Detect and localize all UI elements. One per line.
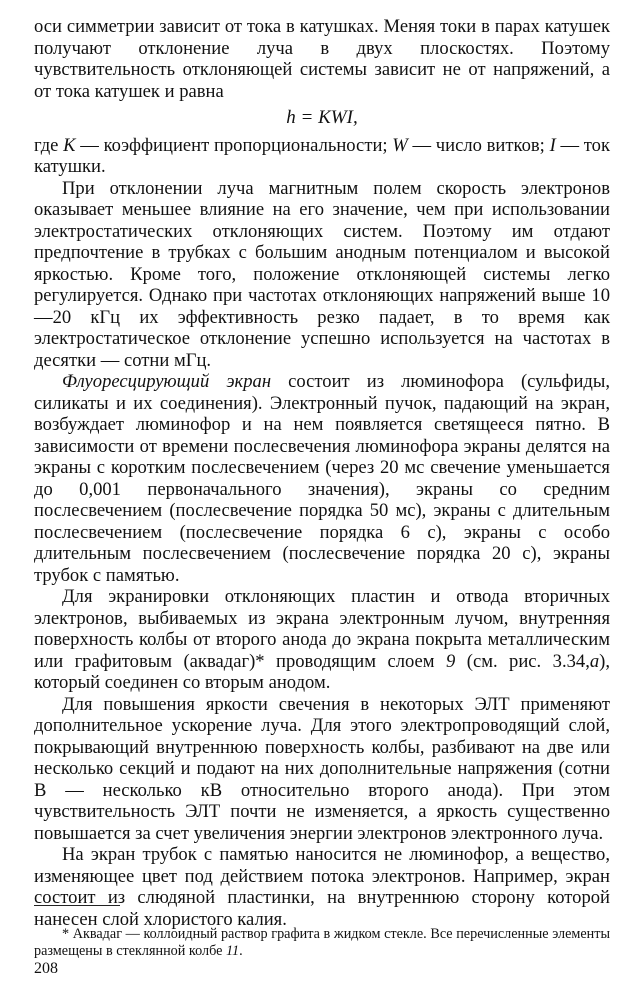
paragraph-2 bbox=[34, 135, 610, 178]
p5-num: 9 bbox=[446, 650, 456, 672]
p5-text-c: ), который соединен со вторым анодом. bbox=[34, 650, 610, 693]
paragraph-7: На экран трубок с памятью наносится не люминофор, а вещество, изменяющее цвет под действием потока электронов. Например, экран состоит из слюдяной пластинки, на внутреннюю сторону которой нанесен слой хлористого калия. bbox=[34, 844, 610, 930]
footnote-text: * Аквадаг — коллоидный раствор графита в жидком стекле. Все перечисленные элементы размещены в стеклянной колбе bbox=[34, 926, 610, 960]
paragraph-1: оси симметрии зависит от тока в катушках. Меняя токи в парах катушек получают отклонение луча в двух плоскостях. Поэтому чувствительность отклоняющей системы зависит не от напряжений, а от тока катушек и равна bbox=[34, 16, 610, 102]
p2-i-text: — ток катушки. bbox=[34, 134, 611, 177]
paragraph-3: При отклонении луча магнитным полем скорость электронов оказывает меньшее влияние на его значение, чем при использовании электростатических отклоняющих систем. Поэтому им отдают предпочтение в трубках с большим анодным потенциалом и высокой яркостью. Кроме того, положение отклоняющей системы легко регулируется. Однако при частотах отклоняющих напряжений выше 10—20 кГц их эффективность резко падает, в то время как электростатическое отклонение успешно используется на частотах в десятки — сотни мГц. bbox=[34, 177, 610, 371]
footnote-divider bbox=[34, 905, 120, 906]
paragraph-4 bbox=[34, 371, 610, 586]
p5-letter: a bbox=[589, 650, 600, 672]
p2-lead: где bbox=[34, 134, 64, 156]
p2-w-text: — число витков; bbox=[407, 134, 550, 156]
footnote-num: 11 bbox=[225, 943, 240, 960]
paragraph-5 bbox=[34, 586, 610, 694]
body-text bbox=[34, 16, 610, 930]
p5-text-a: Для экранировки отклоняющих пластин и отвода вторичных электронов, выбиваемых из экрана электронным лучом, внутренняя поверхность колбы от второго анода до экрана покрыта металлическим или графитовым (аквадаг)* проводящим слоем bbox=[34, 586, 610, 672]
p4-text: состоит из люминофора (сульфиды, силикаты и их соединения). Электронный пучок, падающий на экран, возбуждает люминофор и на нем появляется светящееся пятно. В зависимости от времени послесвечения люминофора экраны делятся на экраны с коротким послесвечением (через 20 мс свечение уменьшается до 0,001 первоначального значения), экраны со средним послесвечением (послесвечение порядка 50 мс), экраны с длительным послесвечением (послесвечение порядка 6 с), экраны с особо длительным послесвечением (послесвечение порядка 20 с), экраны трубок с памятью. bbox=[34, 371, 610, 586]
symbol-w: W bbox=[392, 134, 408, 156]
formula: h = KWI, bbox=[286, 107, 358, 128]
symbol-k: K bbox=[63, 134, 76, 156]
term-fluorescent-screen: Флуоресцирующий экран bbox=[62, 371, 272, 392]
paragraph-6: Для повышения яркости свечения в некоторых ЭЛТ применяют дополнительное ускорение луча. Для этого электропроводящий слой, покрывающий внутреннюю поверхность колбы, разбивают на две или несколько секций и подают на них дополнительные напряжения (сотни В — несколько кВ относительно второго анода). При этом чувствительность ЭЛТ почти не изменяется, а яркость существенно повышается за счет увеличения энергии электронов электронного луча. bbox=[34, 693, 610, 844]
p2-k-text: — коэффициент пропорциональности; bbox=[75, 134, 393, 156]
symbol-i: I bbox=[549, 134, 556, 156]
footnote bbox=[34, 926, 610, 960]
p5-text-b: (см. рис. 3.34, bbox=[455, 650, 590, 672]
page-number: 208 bbox=[34, 960, 58, 977]
footnote-end: . bbox=[239, 943, 243, 960]
